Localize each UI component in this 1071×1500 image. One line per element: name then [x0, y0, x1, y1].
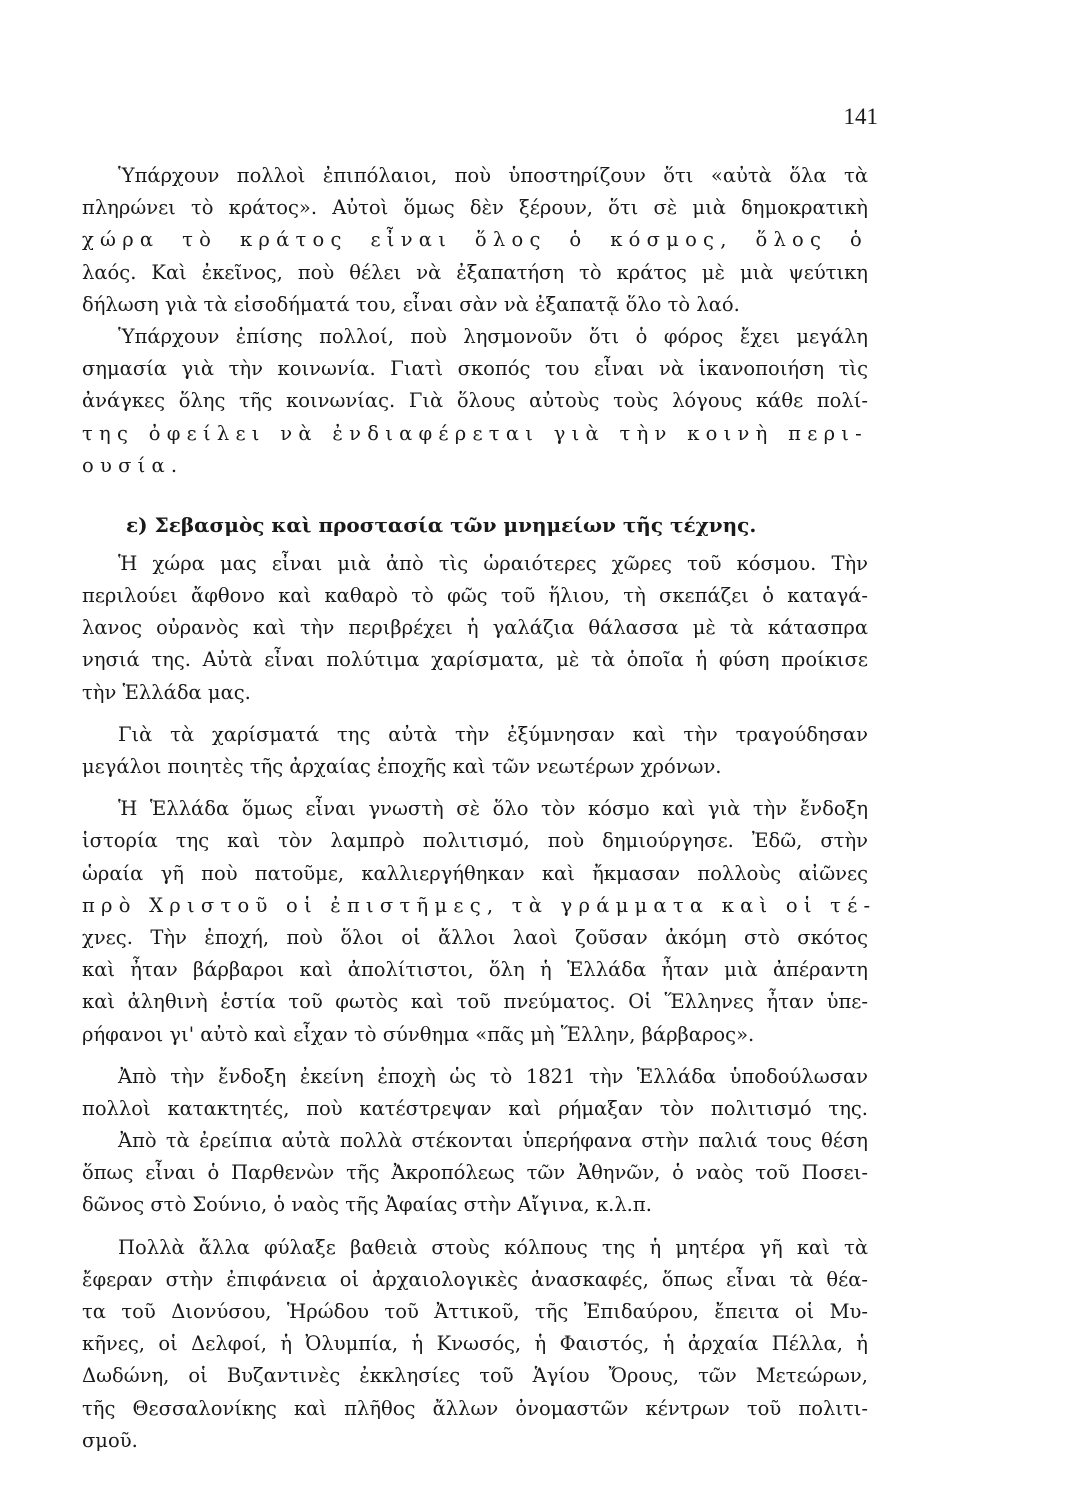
body-text — [82, 160, 877, 1457]
text-line: τῆς Θεσσαλονίκης καὶ πλῆθος ἄλλων ὀνομαστῶν κέντρων τοῦ πολιτι- — [82, 1396, 868, 1420]
text-line: χώρα τὸ κράτος εἶναι ὅλος ὁ κόσμος, ὅλος ὁ — [82, 228, 868, 252]
text-line: σμοῦ. — [82, 1428, 138, 1452]
text-line: τα τοῦ Διονύσου, Ἡρώδου τοῦ Ἀττικοῦ, τῆς Ἐπιδαύρου, ἔπειτα οἱ Μυ- — [82, 1300, 868, 1323]
text-line: ἱστορία της καὶ τὸν λαμπρὸ πολιτισμό, ποὺ δημιούργησε. Ἐδῶ, στὴν — [82, 829, 868, 853]
text-line: πολλοὶ κατακτητές, ποὺ κατέστρεψαν καὶ ρήμαξαν τὸν πολιτισμό της. — [82, 1096, 868, 1120]
text-line: δῶνος στὸ Σούνιο, ὁ ναὸς τῆς Ἀφαίας στὴν Αἴγινα, κ.λ.π. — [82, 1193, 652, 1217]
text-line: λαός. Καὶ ἐκεῖνος, ποὺ θέλει νὰ ἐξαπατήση τὸ κράτος μὲ μιὰ ψεύτικη — [82, 260, 868, 284]
text-line: Ἀπὸ τὰ ἐρείπια αὐτὰ πολλὰ στέκονται ὑπερήφανα στὴν παλιά τους θέση — [118, 1129, 868, 1153]
text-line: λανος οὐρανὸς καὶ τὴν περιβρέχει ἡ γαλάζια θάλασσα μὲ τὰ κάτασπρα — [82, 616, 868, 640]
text-line: ἔφεραν στὴν ἐπιφάνεια οἱ ἀρχαιολογικὲς ἀνασκαφές, ὅπως εἶναι τὰ θέα- — [82, 1267, 868, 1291]
text-line: ρήφανοι γι' αὐτὸ καὶ εἶχαν τὸ σύνθημα «πᾶς μὴ Ἕλλην, βάρβαρος». — [82, 1022, 755, 1046]
text-line: τὴν Ἑλλάδα μας. — [82, 680, 251, 704]
text-line: Ἡ Ἑλλάδα ὅμως εἶναι γνωστὴ σὲ ὅλο τὸν κόσμο καὶ γιὰ τὴν ἔνδοξη — [118, 797, 868, 821]
text-line: κῆνες, οἱ Δελφοί, ἡ Ὀλυμπία, ἡ Κνωσός, ἡ Φαιστός, ἡ ἀρχαία Πέλλα, ἡ — [82, 1332, 868, 1356]
text-line: ὡραία γῆ ποὺ πατοῦμε, καλλιεργήθηκαν καὶ ἤκμασαν πολλοὺς αἰῶνες — [82, 861, 868, 885]
text-line: καὶ ἦταν βάρβαροι καὶ ἀπολίτιστοι, ὅλη ἡ Ἑλλάδα ἦταν μιὰ ἀπέραντη — [82, 958, 868, 982]
section-heading: ε) Σεβασμὸς καὶ προστασία τῶν μνημείων τῆς τέχνης. — [126, 512, 757, 537]
text-line: περιλούει ἄφθονο καὶ καθαρὸ τὸ φῶς τοῦ ἥλιου, τὴ σκεπάζει ὁ καταγά- — [82, 584, 868, 608]
text-line: Ἀπὸ τὴν ἔνδοξη ἐκείνη ἐποχὴ ὡς τὸ 1821 τὴν Ἑλλάδα ὑποδούλωσαν — [118, 1064, 868, 1088]
text-line: Ὑπάρχουν ἐπίσης πολλοί, ποὺ λησμονοῦν ὅτι ὁ φόρος ἔχει μεγάλη — [118, 324, 868, 348]
text-line: πληρώνει τὸ κράτος». Αὐτοὶ ὅμως δὲν ξέρουν, ὅτι σὲ μιὰ δημοκρατικὴ — [82, 196, 868, 220]
text-line: ἀνάγκες ὅλης τῆς κοινωνίας. Γιὰ ὅλους αὐτοὺς τοὺς λόγους κάθε πολί- — [82, 389, 868, 413]
text-line: Ὑπάρχουν πολλοὶ ἐπιπόλαιοι, ποὺ ὑποστηρίζουν ὅτι «αὐτὰ ὅλα τὰ — [118, 164, 868, 187]
text-line: της ὀφείλει νὰ ἐνδιαφέρεται γιὰ τὴν κοινὴ περι- — [82, 421, 868, 445]
text-line: σημασία γιὰ τὴν κοινωνία. Γιατὶ σκοπός του εἶναι νὰ ἱκανοποιήση τὶς — [82, 357, 868, 381]
text-line: νησιά της. Αὐτὰ εἶναι πολύτιμα χαρίσματα, μὲ τὰ ὁποῖα ἡ φύση προίκισε — [82, 648, 868, 672]
text-line: Ἡ χώρα μας εἶναι μιὰ ἀπὸ τὶς ὡραιότερες χῶρες τοῦ κόσμου. Τὴν — [118, 551, 868, 575]
text-line: ουσία. — [82, 453, 184, 477]
text-line: πρὸ Χριστοῦ οἱ ἐπιστῆμες, τὰ γράμματα καὶ οἱ τέ- — [82, 893, 877, 917]
text-line: Γιὰ τὰ χαρίσματά της αὐτὰ τὴν ἐξύμνησαν καὶ τὴν τραγούδησαν — [118, 722, 868, 746]
text-line: μεγάλοι ποιητὲς τῆς ἀρχαίας ἐποχῆς καὶ τῶν νεωτέρων χρόνων. — [82, 755, 722, 778]
text-line: Δωδώνη, οἱ Βυζαντινὲς ἐκκλησίες τοῦ Ἁγίου Ὄρους, τῶν Μετεώρων, — [82, 1364, 868, 1388]
text-line: δήλωση γιὰ τὰ εἰσοδήματά του, εἶναι σὰν νὰ ἐξαπατᾷ ὅλο τὸ λαό. — [82, 292, 740, 316]
text-line: καὶ ἀληθινὴ ἑστία τοῦ φωτὸς καὶ τοῦ πνεύματος. Οἱ Ἕλληνες ἦταν ὑπε- — [82, 990, 868, 1014]
text-line: ὅπως εἶναι ὁ Παρθενὼν τῆς Ἀκροπόλεως τῶν Ἀθηνῶν, ὁ ναὸς τοῦ Ποσει- — [82, 1161, 868, 1185]
page-number: 141 — [843, 104, 878, 129]
text-line: Πολλὰ ἄλλα φύλαξε βαθειὰ στοὺς κόλπους της ἡ μητέρα γῆ καὶ τὰ — [118, 1235, 868, 1259]
text-line: χνες. Τὴν ἐποχή, ποὺ ὅλοι οἱ ἄλλοι λαοὶ ζοῦσαν ἀκόμη στὸ σκότος — [82, 925, 868, 949]
